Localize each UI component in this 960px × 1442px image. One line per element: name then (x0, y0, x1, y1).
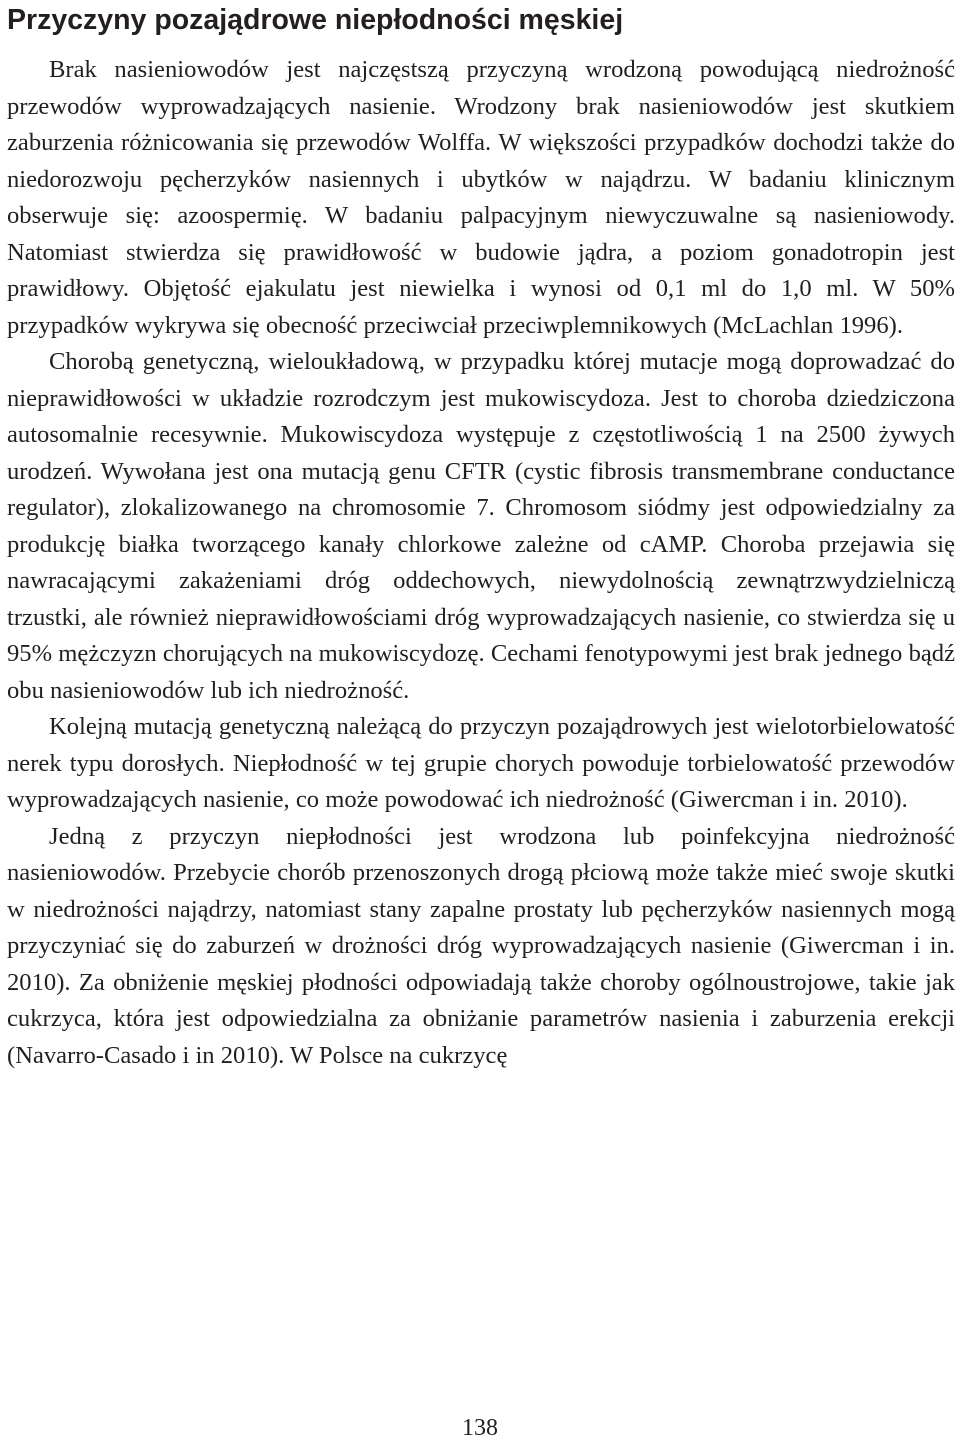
paragraph-vas-deferens-agenesis: Brak nasieniowodów jest najczęstszą przyczyną wrodzoną powodującą niedrożność przewodów wyprowadzających nasienie. Wrodzony brak nasieniowodów jest skutkiem zaburzenia różnicowania się przewodów Wolffa. W większości przypadków dochodzi także do niedorozwoju pęcherzyków nasiennych i ubytków w najądrzu. W badaniu klinicznym obserwuje się: azoospermię. W badaniu palpacyjnym niewyczuwalne są nasieniowody. Natomiast stwierdza się prawidłowość w budowie jądra, a poziom gonadotropin jest prawidłowy. Objętość ejakulatu jest niewielka i wynosi od 0,1 ml do 1,0 ml. W 50% przypadków wykrywa się obecność przeciwciał przeciwplemnikowych (McLachlan 1996). (7, 56, 955, 339)
paragraph-cystic-fibrosis: Chorobą genetyczną, wieloukładową, w przypadku której mutacje mogą doprowadzać do nieprawidłowości w układzie rozrodczym jest mukowiscydoza. Jest to choroba dziedziczona autosomalnie recesywnie. Mukowiscydoza występuje z częstotliwością 1 na 2500 żywych urodzeń. Wywołana jest ona mutacją genu CFTR (cystic fibrosis transmembrane conductance regulator), zlokalizowanego na chromosomie 7. Chromosom siódmy jest odpowiedzialny za produkcję białka tworzącego kanały chlorkowe zależne od cAMP. Choroba przejawia się nawracającymi zakażeniami dróg oddechowych, niewydolnością zewnątrzwydzielniczą trzustki, ale również nieprawidłowościami dróg wyprowadzających nasienie, co stwierdza się u 95% mężczyzn chorujących na mukowiscydozę. Cechami fenotypowymi jest brak jednego bądź obu nasieniowodów lub ich niedrożność. (7, 348, 955, 704)
body-text (7, 52, 955, 1074)
page-number: 138 (462, 1415, 498, 1441)
paragraph-polycystic-kidney: Kolejną mutacją genetyczną należącą do przyczyn pozajądrowych jest wielotorbielowatość nerek typu dorosłych. Niepłodność w tej grupie chorych powoduje torbielowatość przewodów wyprowadzających nasienie, co może powodować ich niedrożność (Giwercman i in. 2010). (7, 713, 955, 813)
paragraph-obstruction-causes: Jedną z przyczyn niepłodności jest wrodzona lub poinfekcyjna niedrożność nasieniowodów. Przebycie chorób przenoszonych drogą płciową może także mieć swoje skutki w niedrożności najądrzy, natomiast stany zapalne prostaty lub pęcherzyków nasiennych mogą przyczyniać się do zaburzeń w drożności dróg wyprowadzających nasienie (Giwercman i in. 2010). Za obniżenie męskiej płodności odpowiadają także choroby ogólnoustrojowe, takie jak cukrzyca, która jest odpowiedzialna za obniżanie parametrów nasienia i zaburzenia erekcji (Navarro-Casado i in 2010). W Polsce na cukrzycę (7, 822, 955, 1069)
section-heading: Przyczyny pozajądrowe niepłodności męskiej (7, 4, 624, 36)
